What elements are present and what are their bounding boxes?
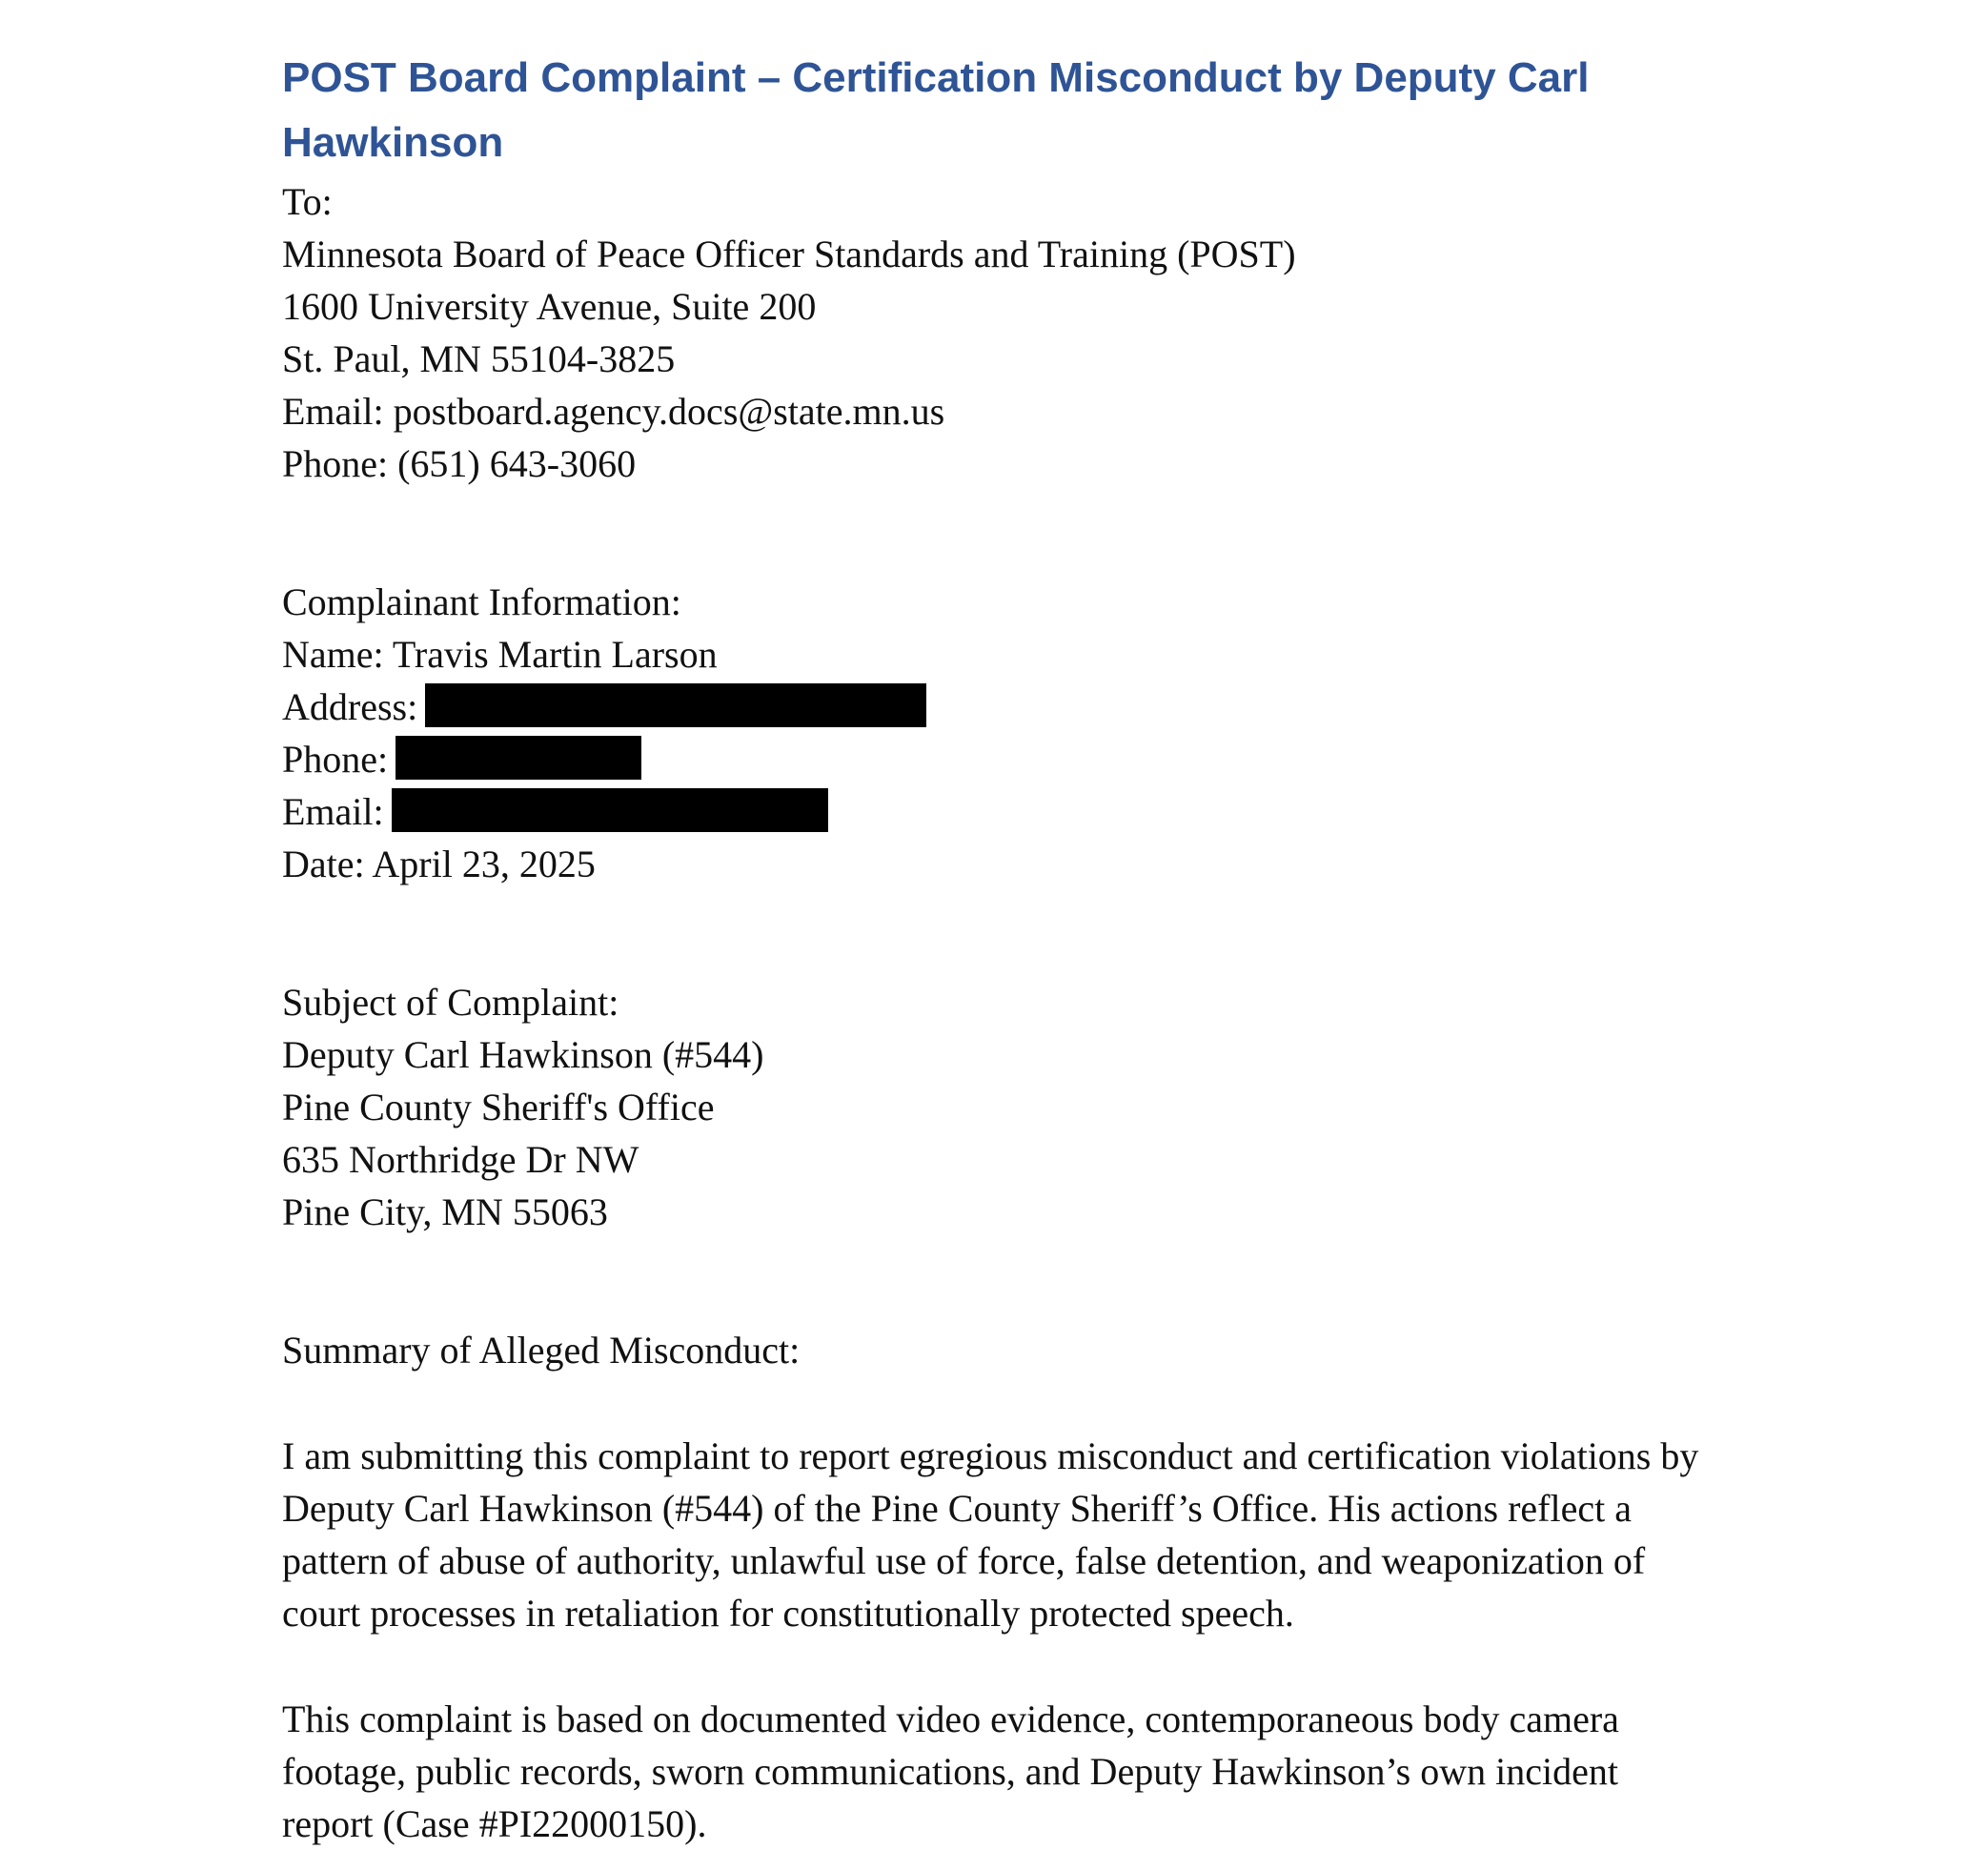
complainant-address-label: Address: bbox=[282, 685, 418, 728]
subject-street: 635 Northridge Dr NW bbox=[282, 1138, 639, 1181]
recipient-address-line1: 1600 University Avenue, Suite 200 bbox=[282, 285, 817, 328]
complainant-name: Name: Travis Martin Larson bbox=[282, 633, 718, 676]
section-spacer bbox=[282, 1376, 1731, 1430]
section-spacer bbox=[282, 490, 1731, 576]
subject-agency: Pine County Sheriff's Office bbox=[282, 1086, 715, 1128]
section-spacer bbox=[282, 1639, 1731, 1693]
summary-paragraph-2: This complaint is based on documented video evidence, contemporaneous body camera footage, public records, sworn communications, and Deputy Hawkinson’s own incident report (Case #PI22000150). bbox=[282, 1698, 1619, 1845]
summary-heading: Summary of Alleged Misconduct: bbox=[282, 1329, 801, 1372]
subject-city: Pine City, MN 55063 bbox=[282, 1190, 608, 1233]
complainant-email-label: Email: bbox=[282, 790, 384, 833]
recipient-phone: Phone: (651) 643-3060 bbox=[282, 442, 637, 485]
summary-paragraph-1: I am submitting this complaint to report egregious misconduct and certification violations by Deputy Carl Hawkinson (#544) of the Pine County Sheriff’s Office. His actions reflect a pattern of abuse of authority, unlawful use of force, false detention, and weaponization of court processes in retaliation for constitutionally protected speech. bbox=[282, 1434, 1699, 1635]
redaction-bar bbox=[392, 788, 828, 832]
complainant-phone-row bbox=[282, 733, 1731, 785]
recipient-address-line2: St. Paul, MN 55104-3825 bbox=[282, 337, 676, 380]
recipient-label: To: bbox=[282, 180, 333, 223]
document-title: POST Board Complaint – Certification Misconduct by Deputy Carl Hawkinson bbox=[282, 54, 1590, 166]
complainant-phone-label: Phone: bbox=[282, 738, 389, 781]
recipient-email: Email: postboard.agency.docs@state.mn.us bbox=[282, 390, 945, 433]
complainant-date: Date: April 23, 2025 bbox=[282, 843, 596, 885]
redaction-bar bbox=[396, 736, 641, 780]
subject-officer: Deputy Carl Hawkinson (#544) bbox=[282, 1033, 764, 1076]
subject-heading: Subject of Complaint: bbox=[282, 981, 619, 1024]
redaction-bar bbox=[425, 683, 926, 727]
complainant-address-row bbox=[282, 681, 1731, 733]
complainant-email-row bbox=[282, 785, 1731, 838]
section-spacer bbox=[282, 890, 1731, 976]
document-body bbox=[282, 46, 1731, 1850]
recipient-org: Minnesota Board of Peace Officer Standards and Training (POST) bbox=[282, 233, 1296, 275]
complainant-heading: Complainant Information: bbox=[282, 580, 681, 623]
section-spacer bbox=[282, 1238, 1731, 1324]
